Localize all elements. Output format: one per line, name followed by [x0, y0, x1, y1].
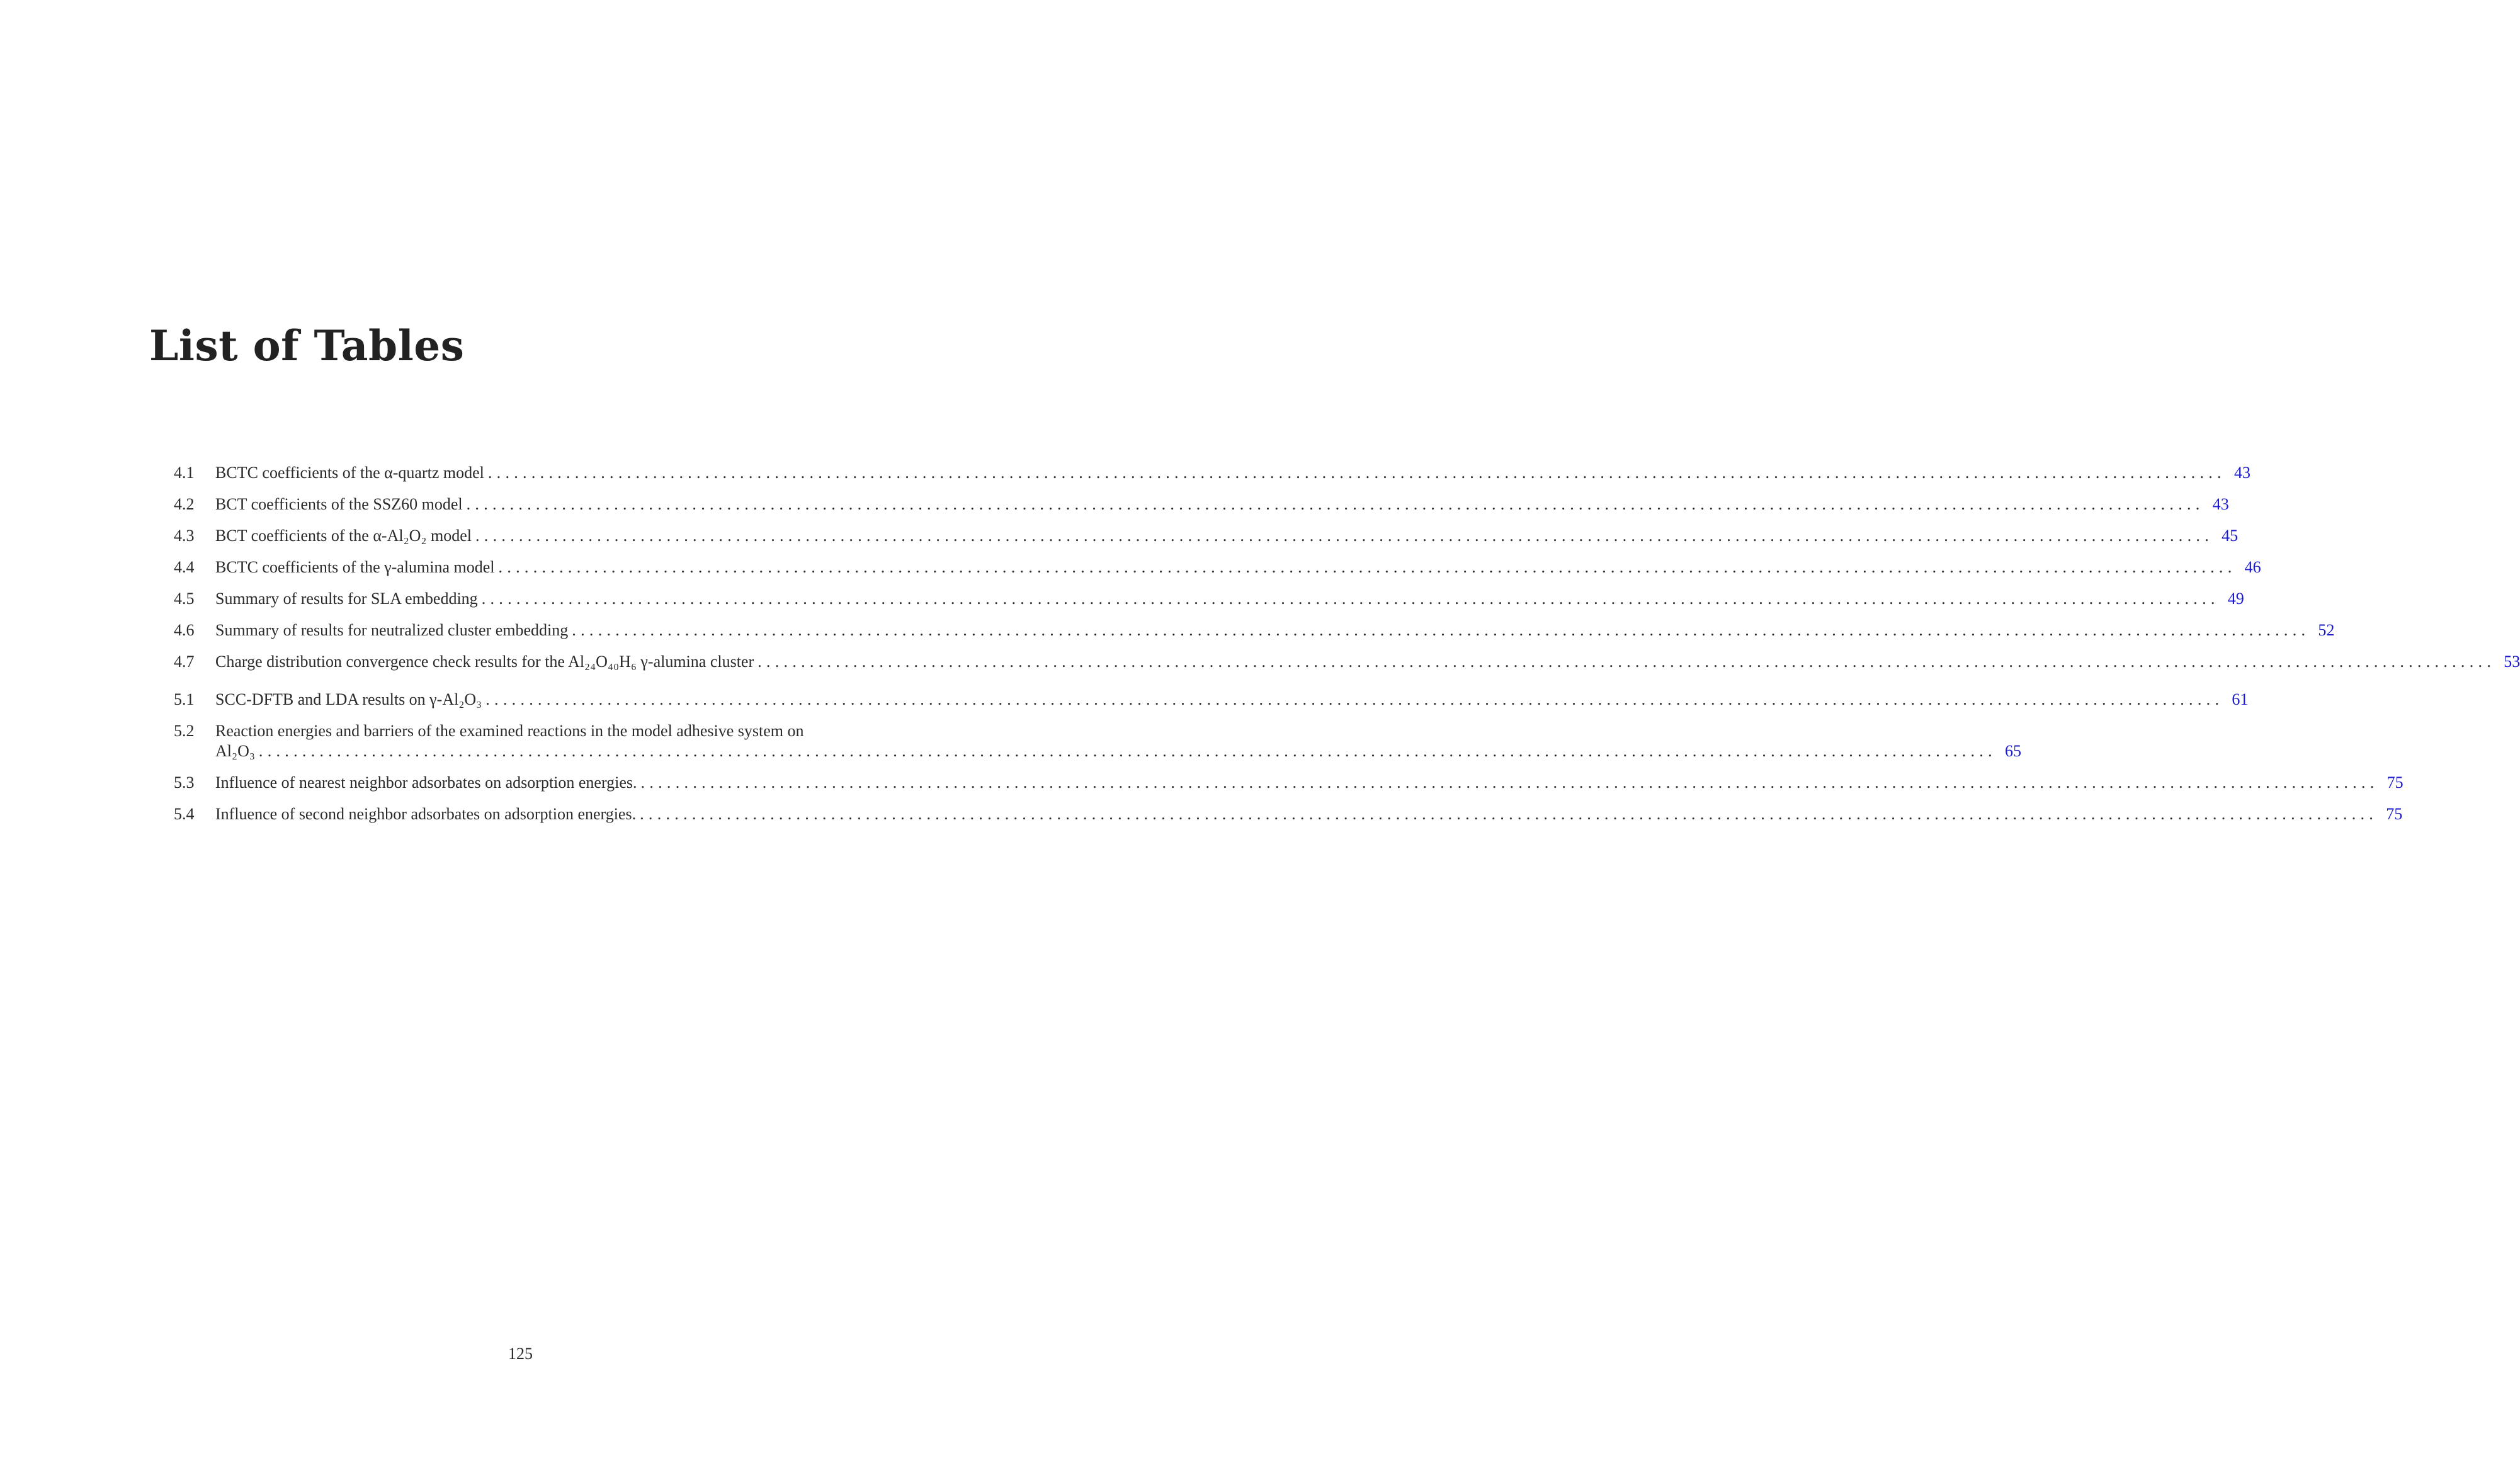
dot-leader: . . . . . . . . . . . . . . . . . . . . . . . . . . . . . . . . . . . . . . . . . . . . . . . . . . . . . . . . . . . . . . . . . . . . . . . . . . . . . . . . . . . . . . . . . . . . . . . . . . . . . . . . . . . . . . . . . . . . . . . . . . . . . . . . . . . . . . . . . . . . . . . . . . . . . . . . . . . . . . . . . . . . . . . . . . . . . . . . . . . . . . . . . . . . . . . . . . . . . . . .: [485, 690, 2220, 708]
page-link[interactable]: 61: [2232, 690, 2249, 708]
dot-leader: . . . . . . . . . . . . . . . . . . . . . . . . . . . . . . . . . . . . . . . . . . . . . . . . . . . . . . . . . . . . . . . . . . . . . . . . . . . . . . . . . . . . . . . . . . . . . . . . . . . . . . . . . . . . . . . . . . . . . . . . . . . . . . . . . . . . . . . . . . . . . . . . . . . . . . . . . . . . . . . . . . . . . . . . . . . . . . . . . . . . . . . . . . . . . . . . . . . . . . . .: [258, 742, 1993, 760]
toc-entry: [174, 804, 2403, 824]
page-link[interactable]: 75: [2386, 805, 2403, 823]
entry-number: 4.5: [174, 589, 195, 608]
page-link[interactable]: 45: [2222, 526, 2239, 545]
toc-entry: [174, 773, 2404, 793]
toc-entry: [174, 721, 2022, 761]
entry-number: 4.3: [174, 526, 195, 545]
dot-leader: . . . . . . . . . . . . . . . . . . . . . . . . . . . . . . . . . . . . . . . . . . . . . . . . . . . . . . . . . . . . . . . . . . . . . . . . . . . . . . . . . . . . . . . . . . . . . . . . . . . . . . . . . . . . . . . . . . . . . . . . . . . . . . . . . . . . . . . . . . . . . . . . . . . . . . . . . . . . . . . . . . . . . . . . . . . . . . . . . . . . . . . . . . . . . . . . . . . . . . . .: [498, 558, 2232, 576]
entry-number: 5.4: [174, 805, 195, 823]
dot-leader: . . . . . . . . . . . . . . . . . . . . . . . . . . . . . . . . . . . . . . . . . . . . . . . . . . . . . . . . . . . . . . . . . . . . . . . . . . . . . . . . . . . . . . . . . . . . . . . . . . . . . . . . . . . . . . . . . . . . . . . . . . . . . . . . . . . . . . . . . . . . . . . . . . . . . . . . . . . . . . . . . . . . . . . . . . . . . . . . . . . . . . . . . . . . . . . . . . . . . . . .: [640, 805, 2374, 823]
dot-leader: . . . . . . . . . . . . . . . . . . . . . . . . . . . . . . . . . . . . . . . . . . . . . . . . . . . . . . . . . . . . . . . . . . . . . . . . . . . . . . . . . . . . . . . . . . . . . . . . . . . . . . . . . . . . . . . . . . . . . . . . . . . . . . . . . . . . . . . . . . . . . . . . . . . . . . . . . . . . . . . . . . . . . . . . . . . . . . . . . . . . . . . . . . . . . . . . . . . . . . . .: [487, 464, 2222, 482]
entry-label: Influence of second neighbor adsorbates on adsorption energies.: [215, 805, 637, 823]
entry-label: BCT coefficients of the α-Al₂O₂ model: [215, 526, 472, 545]
entry-number: 5.2: [174, 722, 195, 740]
entry-label: Charge distribution convergence check results for the Al₂₄O₄₀H₆ γ-alumina cluster: [215, 652, 754, 671]
dot-leader: . . . . . . . . . . . . . . . . . . . . . . . . . . . . . . . . . . . . . . . . . . . . . . . . . . . . . . . . . . . . . . . . . . . . . . . . . . . . . . . . . . . . . . . . . . . . . . . . . . . . . . . . . . . . . . . . . . . . . . . . . . . . . . . . . . . . . . . . . . . . . . . . . . . . . . . . . . . . . . . . . . . . . . . . . . . . . . . . . . . . . . . . . . . . . . . . . . . . . . . .: [640, 773, 2375, 792]
page-link[interactable]: 43: [2212, 495, 2229, 513]
dot-leader: . . . . . . . . . . . . . . . . . . . . . . . . . . . . . . . . . . . . . . . . . . . . . . . . . . . . . . . . . . . . . . . . . . . . . . . . . . . . . . . . . . . . . . . . . . . . . . . . . . . . . . . . . . . . . . . . . . . . . . . . . . . . . . . . . . . . . . . . . . . . . . . . . . . . . . . . . . . . . . . . . . . . . . . . . . . . . . . . . . . . . . . . . . . . . . . . . . . . . . . .: [572, 621, 2306, 639]
dot-leader: . . . . . . . . . . . . . . . . . . . . . . . . . . . . . . . . . . . . . . . . . . . . . . . . . . . . . . . . . . . . . . . . . . . . . . . . . . . . . . . . . . . . . . . . . . . . . . . . . . . . . . . . . . . . . . . . . . . . . . . . . . . . . . . . . . . . . . . . . . . . . . . . . . . . . . . . . . . . . . . . . . . . . . . . . . . . . . . . . . . . . . . . . . . . . . . . . . . . . . . .: [481, 589, 2215, 608]
toc-entry: [174, 652, 2520, 672]
entry-number: 4.6: [174, 621, 195, 639]
entry-number: 4.7: [174, 652, 195, 671]
entry-label: Summary of results for neutralized cluster embedding: [215, 621, 569, 639]
entry-label: BCT coefficients of the SSZ60 model: [215, 495, 463, 513]
entry-number: 5.3: [174, 773, 195, 792]
entry-label: Reaction energies and barriers of the examined reactions in the model adhesive system on: [215, 722, 804, 740]
toc-entry: [174, 557, 2261, 577]
page-link[interactable]: 46: [2244, 558, 2261, 576]
page-link[interactable]: 65: [2005, 742, 2022, 760]
toc-entry: [174, 589, 2244, 609]
entry-label: BCTC coefficients of the γ-alumina model: [215, 558, 495, 576]
page-title: List of Tables: [149, 321, 465, 370]
page-link[interactable]: 49: [2227, 589, 2244, 608]
entry-label: BCTC coefficients of the α-quartz model: [215, 464, 484, 482]
toc-entry: [174, 620, 2335, 640]
toc-entry: [174, 526, 2239, 546]
entry-number: 4.1: [174, 464, 195, 482]
page-link[interactable]: 75: [2387, 773, 2404, 792]
entry-number: 4.4: [174, 558, 195, 576]
entry-number: 5.1: [174, 690, 195, 708]
toc-entry: [174, 494, 2229, 515]
page-number: 125: [508, 1345, 533, 1363]
page-link[interactable]: 43: [2233, 464, 2250, 482]
dot-leader: . . . . . . . . . . . . . . . . . . . . . . . . . . . . . . . . . . . . . . . . . . . . . . . . . . . . . . . . . . . . . . . . . . . . . . . . . . . . . . . . . . . . . . . . . . . . . . . . . . . . . . . . . . . . . . . . . . . . . . . . . . . . . . . . . . . . . . . . . . . . . . . . . . . . . . . . . . . . . . . . . . . . . . . . . . . . . . . . . . . . . . . . . . . . . . . . . . . . . . . .: [475, 526, 2210, 545]
entry-number: 4.2: [174, 495, 195, 513]
dot-leader: . . . . . . . . . . . . . . . . . . . . . . . . . . . . . . . . . . . . . . . . . . . . . . . . . . . . . . . . . . . . . . . . . . . . . . . . . . . . . . . . . . . . . . . . . . . . . . . . . . . . . . . . . . . . . . . . . . . . . . . . . . . . . . . . . . . . . . . . . . . . . . . . . . . . . . . . . . . . . . . . . . . . . . . . . . . . . . . . . . . . . . . . . . . . . . . . . . . . . . . .: [466, 495, 2200, 513]
toc-entry: [174, 463, 2250, 483]
entry-label: Influence of nearest neighbor adsorbates on adsorption energies.: [215, 773, 637, 792]
list-of-tables: [174, 463, 2520, 836]
entry-label: Summary of results for SLA embedding: [215, 589, 478, 608]
entry-label-continuation: Al₂O₃: [215, 742, 255, 760]
toc-entry: [174, 690, 2249, 710]
page-link[interactable]: 52: [2318, 621, 2335, 639]
dot-leader: . . . . . . . . . . . . . . . . . . . . . . . . . . . . . . . . . . . . . . . . . . . . . . . . . . . . . . . . . . . . . . . . . . . . . . . . . . . . . . . . . . . . . . . . . . . . . . . . . . . . . . . . . . . . . . . . . . . . . . . . . . . . . . . . . . . . . . . . . . . . . . . . . . . . . . . . . . . . . . . . . . . . . . . . . . . . . . . . . . . . . . . . . . . . . . . . . . . . . . . .: [758, 652, 2492, 671]
page-link[interactable]: 53: [2504, 652, 2520, 671]
entry-label: SCC-DFTB and LDA results on γ-Al₂O₃: [215, 690, 482, 708]
